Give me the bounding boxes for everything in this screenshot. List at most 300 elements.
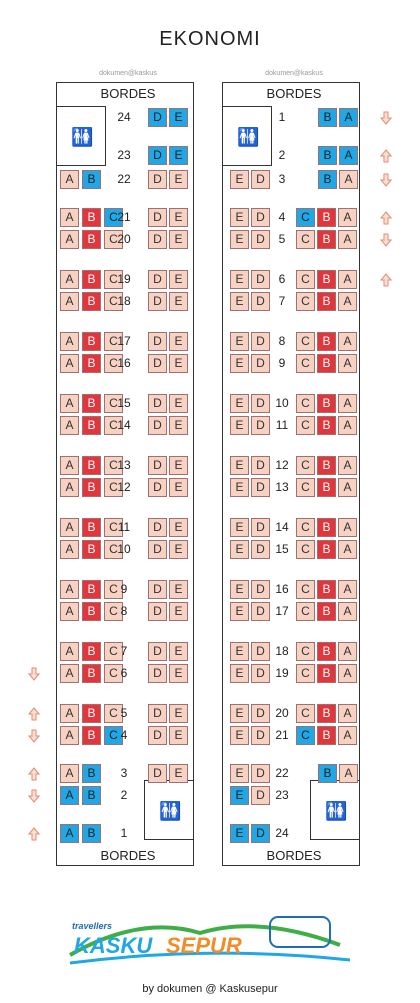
seat-right-10D[interactable]: D (251, 394, 270, 413)
seat-right-8E[interactable]: E (230, 332, 249, 351)
seat-right-15D[interactable]: D (251, 540, 270, 559)
seat-right-21B[interactable]: B (317, 726, 336, 745)
seat-left-23D[interactable]: D (148, 146, 167, 165)
seat-left-15D[interactable]: D (148, 394, 167, 413)
seat-left-14A[interactable]: A (60, 416, 79, 435)
seat-left-16C[interactable]: C (104, 354, 123, 373)
arrow-down-icon (28, 667, 40, 681)
seat-left-9C[interactable]: C (104, 580, 123, 599)
seat-right-7A[interactable]: A (338, 292, 357, 311)
seat-right-11B[interactable]: B (317, 416, 336, 435)
seat-right-1A[interactable]: A (339, 108, 358, 127)
seat-left-6C[interactable]: C (104, 664, 123, 683)
seat-right-10B[interactable]: B (317, 394, 336, 413)
seat-left-14C[interactable]: C (104, 416, 123, 435)
seat-right-3E[interactable]: E (230, 170, 249, 189)
seat-right-20D[interactable]: D (251, 704, 270, 723)
seat-left-12D[interactable]: D (148, 478, 167, 497)
seat-right-7E[interactable]: E (230, 292, 249, 311)
seat-left-19E[interactable]: E (169, 270, 188, 289)
seat-left-3B[interactable]: B (82, 764, 101, 783)
bordes-top-left: BORDES (100, 86, 156, 101)
row-number-right-23: 23 (275, 788, 289, 802)
seat-right-18D[interactable]: D (251, 642, 270, 661)
seat-right-13A[interactable]: A (338, 478, 357, 497)
row-number-left-9: 9 (120, 582, 128, 596)
row-number-right-6: 6 (278, 272, 286, 286)
seat-right-4D[interactable]: D (251, 208, 270, 227)
seat-right-17D[interactable]: D (251, 602, 270, 621)
seat-left-19B[interactable]: B (82, 270, 101, 289)
seat-right-17C[interactable]: C (296, 602, 315, 621)
row-number-left-21: 21 (117, 210, 131, 224)
seat-right-6A[interactable]: A (338, 270, 357, 289)
seat-right-21D[interactable]: D (251, 726, 270, 745)
seat-left-23E[interactable]: E (169, 146, 188, 165)
logo-sepur: SEPUR (166, 933, 242, 958)
seat-left-6D[interactable]: D (148, 664, 167, 683)
seat-left-4A[interactable]: A (60, 726, 79, 745)
seat-left-9D[interactable]: D (148, 580, 167, 599)
seat-right-20E[interactable]: E (230, 704, 249, 723)
seat-left-10C[interactable]: C (104, 540, 123, 559)
seat-left-18B[interactable]: B (82, 292, 101, 311)
seat-left-7C[interactable]: C (104, 642, 123, 661)
seat-left-7E[interactable]: E (169, 642, 188, 661)
seat-right-19C[interactable]: C (296, 664, 315, 683)
seat-right-20A[interactable]: A (338, 704, 357, 723)
seat-left-15E[interactable]: E (169, 394, 188, 413)
row-number-left-16: 16 (117, 356, 131, 370)
seat-left-15C[interactable]: C (104, 394, 123, 413)
seat-right-12A[interactable]: A (338, 456, 357, 475)
seat-right-12E[interactable]: E (230, 456, 249, 475)
row-number-right-20: 20 (275, 706, 289, 720)
seat-right-16D[interactable]: D (251, 580, 270, 599)
seat-left-7B[interactable]: B (82, 642, 101, 661)
seat-left-18D[interactable]: D (148, 292, 167, 311)
seat-left-10B[interactable]: B (82, 540, 101, 559)
seat-right-12D[interactable]: D (251, 456, 270, 475)
seat-left-17E[interactable]: E (169, 332, 188, 351)
watermark-right: dokumen@kaskus (265, 70, 323, 77)
seat-right-5A[interactable]: A (338, 230, 357, 249)
seat-right-14D[interactable]: D (251, 518, 270, 537)
seat-right-16E[interactable]: E (230, 580, 249, 599)
seat-right-20B[interactable]: B (317, 704, 336, 723)
seat-right-22D[interactable]: D (251, 764, 270, 783)
seat-left-14D[interactable]: D (148, 416, 167, 435)
seat-right-22E[interactable]: E (230, 764, 249, 783)
seat-right-22B[interactable]: B (318, 764, 337, 783)
logo-kasku: KASKU (74, 933, 153, 958)
seat-right-3D[interactable]: D (251, 170, 270, 189)
row-number-left-3: 3 (120, 766, 128, 780)
row-number-right-9: 9 (278, 356, 286, 370)
seat-right-7D[interactable]: D (251, 292, 270, 311)
row-number-left-13: 13 (117, 458, 131, 472)
row-number-left-6: 6 (120, 666, 128, 680)
seat-right-11D[interactable]: D (251, 416, 270, 435)
row-number-left-23: 23 (117, 148, 131, 162)
seat-left-20A[interactable]: A (60, 230, 79, 249)
bordes-bottom-left: BORDES (100, 848, 156, 863)
bordes-top-right: BORDES (266, 86, 322, 101)
row-number-left-8: 8 (120, 604, 128, 618)
seat-left-8D[interactable]: D (148, 602, 167, 621)
seat-right-13D[interactable]: D (251, 478, 270, 497)
seat-left-9E[interactable]: E (169, 580, 188, 599)
seat-right-16A[interactable]: A (338, 580, 357, 599)
seat-left-17D[interactable]: D (148, 332, 167, 351)
arrow-down-icon (380, 111, 392, 125)
row-number-left-4: 4 (120, 728, 128, 742)
arrow-up-icon (28, 767, 40, 781)
seat-left-4C[interactable]: C (104, 726, 123, 745)
seat-left-22D[interactable]: D (148, 170, 167, 189)
seat-right-9E[interactable]: E (230, 354, 249, 373)
bordes-bottom-right: BORDES (266, 848, 322, 863)
seat-right-9C[interactable]: C (296, 354, 315, 373)
seat-left-13B[interactable]: B (82, 456, 101, 475)
row-number-left-14: 14 (117, 418, 131, 432)
arrow-up-icon (28, 827, 40, 841)
seat-left-19D[interactable]: D (148, 270, 167, 289)
seat-left-21E[interactable]: E (169, 208, 188, 227)
seat-right-4E[interactable]: E (230, 208, 249, 227)
seat-right-14B[interactable]: B (317, 518, 336, 537)
row-number-right-19: 19 (275, 666, 289, 680)
seat-right-4B[interactable]: B (317, 208, 336, 227)
row-number-right-21: 21 (275, 728, 289, 742)
toilet-left-bottom (144, 780, 194, 840)
row-number-right-11: 11 (275, 418, 289, 432)
seat-left-12A[interactable]: A (60, 478, 79, 497)
seat-right-11A[interactable]: A (338, 416, 357, 435)
seat-left-13E[interactable]: E (169, 456, 188, 475)
seat-left-11D[interactable]: D (148, 518, 167, 537)
seat-right-20C[interactable]: C (296, 704, 315, 723)
seat-left-20B[interactable]: B (82, 230, 101, 249)
seat-left-21A[interactable]: A (60, 208, 79, 227)
seat-left-2A[interactable]: A (60, 786, 79, 805)
seat-left-22E[interactable]: E (169, 170, 188, 189)
arrow-down-icon (28, 789, 40, 803)
arrow-up-icon (380, 149, 392, 163)
seat-left-14B[interactable]: B (82, 416, 101, 435)
seat-left-5D[interactable]: D (148, 704, 167, 723)
row-number-left-7: 7 (120, 644, 128, 658)
seat-left-11A[interactable]: A (60, 518, 79, 537)
seat-right-16B[interactable]: B (317, 580, 336, 599)
seat-left-5B[interactable]: B (82, 704, 101, 723)
row-number-right-18: 18 (275, 644, 289, 658)
watermark-left: dokumen@kaskus (99, 70, 157, 77)
row-number-right-1: 1 (278, 110, 286, 124)
seat-right-4C[interactable]: C (296, 208, 315, 227)
seat-right-14A[interactable]: A (338, 518, 357, 537)
row-number-right-10: 10 (275, 396, 289, 410)
seat-left-6B[interactable]: B (82, 664, 101, 683)
seat-left-9A[interactable]: A (60, 580, 79, 599)
seat-left-16A[interactable]: A (60, 354, 79, 373)
seat-right-6D[interactable]: D (251, 270, 270, 289)
seat-left-11E[interactable]: E (169, 518, 188, 537)
arrow-down-icon (28, 729, 40, 743)
seat-right-1B[interactable]: B (318, 108, 337, 127)
seat-left-1B[interactable]: B (82, 824, 101, 843)
car-right-bottom-line (222, 865, 360, 866)
row-number-left-19: 19 (117, 272, 131, 286)
row-number-right-12: 12 (275, 458, 289, 472)
toilet-left-top (56, 106, 106, 166)
row-number-right-24: 24 (275, 826, 289, 840)
seat-left-9B[interactable]: B (82, 580, 101, 599)
seat-left-16E[interactable]: E (169, 354, 188, 373)
seat-left-4D[interactable]: D (148, 726, 167, 745)
seat-left-12B[interactable]: B (82, 478, 101, 497)
kaskusepur-logo (60, 905, 360, 975)
seat-right-4A[interactable]: A (338, 208, 357, 227)
seat-left-5E[interactable]: E (169, 704, 188, 723)
seat-left-3E[interactable]: E (169, 764, 188, 783)
seat-left-11C[interactable]: C (104, 518, 123, 537)
seat-left-16D[interactable]: D (148, 354, 167, 373)
seat-left-22A[interactable]: A (60, 170, 79, 189)
seat-right-3A[interactable]: A (339, 170, 358, 189)
seat-right-21A[interactable]: A (338, 726, 357, 745)
toilet-icon: 🚻 (71, 127, 94, 147)
seat-left-3D[interactable]: D (148, 764, 167, 783)
car-left-left-wall (56, 82, 57, 866)
car-left-right-wall (193, 82, 194, 866)
seat-right-24E[interactable]: E (230, 824, 249, 843)
seat-right-13B[interactable]: B (317, 478, 336, 497)
seat-right-18B[interactable]: B (317, 642, 336, 661)
row-number-left-5: 5 (120, 706, 128, 720)
seat-right-21E[interactable]: E (230, 726, 249, 745)
seat-right-14E[interactable]: E (230, 518, 249, 537)
row-number-left-24: 24 (117, 110, 131, 124)
page-title: EKONOMI (159, 28, 261, 50)
toilet-icon: 🚻 (159, 801, 182, 821)
seat-left-17B[interactable]: B (82, 332, 101, 351)
seat-right-3B[interactable]: B (318, 170, 337, 189)
toilet-right-bottom (310, 780, 360, 840)
seat-left-24E[interactable]: E (169, 108, 188, 127)
seat-left-18E[interactable]: E (169, 292, 188, 311)
seat-right-8A[interactable]: A (338, 332, 357, 351)
row-number-left-12: 12 (117, 480, 131, 494)
row-number-right-4: 4 (278, 210, 286, 224)
seat-left-19C[interactable]: C (104, 270, 123, 289)
seat-left-18A[interactable]: A (60, 292, 79, 311)
seat-left-8A[interactable]: A (60, 602, 79, 621)
row-number-left-20: 20 (117, 232, 131, 246)
toilet-right-top (222, 106, 272, 166)
seat-left-12C[interactable]: C (104, 478, 123, 497)
seat-left-21B[interactable]: B (82, 208, 101, 227)
seat-right-8C[interactable]: C (296, 332, 315, 351)
seat-right-6E[interactable]: E (230, 270, 249, 289)
seat-right-19B[interactable]: B (317, 664, 336, 683)
seat-right-6C[interactable]: C (296, 270, 315, 289)
seat-left-8E[interactable]: E (169, 602, 188, 621)
row-number-left-2: 2 (120, 788, 128, 802)
seat-right-23D[interactable]: D (251, 786, 270, 805)
seat-right-10C[interactable]: C (296, 394, 315, 413)
arrow-up-icon (28, 707, 40, 721)
seat-right-11E[interactable]: E (230, 416, 249, 435)
arrow-up-icon (380, 273, 392, 287)
row-number-right-17: 17 (275, 604, 289, 618)
seat-left-7D[interactable]: D (148, 642, 167, 661)
seat-right-13C[interactable]: C (296, 478, 315, 497)
seat-right-5E[interactable]: E (230, 230, 249, 249)
seat-left-6E[interactable]: E (169, 664, 188, 683)
seat-right-12B[interactable]: B (317, 456, 336, 475)
seat-left-13A[interactable]: A (60, 456, 79, 475)
seat-right-17E[interactable]: E (230, 602, 249, 621)
row-number-right-22: 22 (275, 766, 289, 780)
seat-left-17C[interactable]: C (104, 332, 123, 351)
seat-right-7C[interactable]: C (296, 292, 315, 311)
seat-left-17A[interactable]: A (60, 332, 79, 351)
row-number-right-13: 13 (275, 480, 289, 494)
seat-right-15C[interactable]: C (296, 540, 315, 559)
seat-left-10E[interactable]: E (169, 540, 188, 559)
seat-left-4B[interactable]: B (82, 726, 101, 745)
seat-left-5C[interactable]: C (104, 704, 123, 723)
row-number-left-22: 22 (117, 172, 131, 186)
seat-right-24D[interactable]: D (251, 824, 270, 843)
row-number-right-14: 14 (275, 520, 289, 534)
row-number-left-11: 11 (117, 520, 131, 534)
logo-travellers: travellers (72, 921, 113, 931)
seat-right-19E[interactable]: E (230, 664, 249, 683)
seat-left-13C[interactable]: C (104, 456, 123, 475)
seat-left-3A[interactable]: A (60, 764, 79, 783)
seat-left-20E[interactable]: E (169, 230, 188, 249)
seat-left-2B[interactable]: B (82, 786, 101, 805)
seat-right-8B[interactable]: B (317, 332, 336, 351)
seat-left-10A[interactable]: A (60, 540, 79, 559)
seat-right-9B[interactable]: B (317, 354, 336, 373)
seat-left-10D[interactable]: D (148, 540, 167, 559)
seat-left-15A[interactable]: A (60, 394, 79, 413)
seat-left-20C[interactable]: C (104, 230, 123, 249)
seat-right-9A[interactable]: A (338, 354, 357, 373)
seat-right-18C[interactable]: C (296, 642, 315, 661)
seat-left-13D[interactable]: D (148, 456, 167, 475)
seat-right-10A[interactable]: A (338, 394, 357, 413)
row-number-right-15: 15 (275, 542, 289, 556)
seat-right-15B[interactable]: B (317, 540, 336, 559)
seat-right-19A[interactable]: A (338, 664, 357, 683)
seat-right-17A[interactable]: A (338, 602, 357, 621)
seat-left-19A[interactable]: A (60, 270, 79, 289)
seat-right-18A[interactable]: A (338, 642, 357, 661)
seat-right-9D[interactable]: D (251, 354, 270, 373)
seat-right-5D[interactable]: D (251, 230, 270, 249)
seat-left-8B[interactable]: B (82, 602, 101, 621)
row-number-left-15: 15 (117, 396, 131, 410)
seat-left-18C[interactable]: C (104, 292, 123, 311)
row-number-left-10: 10 (117, 542, 131, 556)
seat-left-4E[interactable]: E (169, 726, 188, 745)
row-number-right-16: 16 (275, 582, 289, 596)
seat-left-12E[interactable]: E (169, 478, 188, 497)
row-number-left-1: 1 (120, 826, 128, 840)
row-number-right-3: 3 (278, 172, 286, 186)
toilet-icon: 🚻 (237, 127, 260, 147)
car-left-top-line (56, 82, 194, 83)
seat-right-18E[interactable]: E (230, 642, 249, 661)
seat-right-10E[interactable]: E (230, 394, 249, 413)
toilet-icon: 🚻 (325, 801, 348, 821)
seat-right-2A[interactable]: A (339, 146, 358, 165)
seat-left-16B[interactable]: B (82, 354, 101, 373)
seat-left-7A[interactable]: A (60, 642, 79, 661)
seat-left-11B[interactable]: B (82, 518, 101, 537)
car-right-top-line (222, 82, 360, 83)
seat-left-15B[interactable]: B (82, 394, 101, 413)
seat-right-7B[interactable]: B (317, 292, 336, 311)
seat-right-5B[interactable]: B (317, 230, 336, 249)
seat-right-13E[interactable]: E (230, 478, 249, 497)
seat-left-22B[interactable]: B (82, 170, 101, 189)
seat-left-24D[interactable]: D (148, 108, 167, 127)
car-right-right-wall (359, 82, 360, 866)
seat-left-5A[interactable]: A (60, 704, 79, 723)
seat-right-17B[interactable]: B (317, 602, 336, 621)
footer-credit: by dokumen @ Kaskusepur (142, 983, 278, 995)
seat-right-15A[interactable]: A (338, 540, 357, 559)
seat-left-21D[interactable]: D (148, 208, 167, 227)
seat-left-6A[interactable]: A (60, 664, 79, 683)
seat-right-21C[interactable]: C (296, 726, 315, 745)
row-number-right-8: 8 (278, 334, 286, 348)
seat-left-1A[interactable]: A (60, 824, 79, 843)
seat-right-6B[interactable]: B (317, 270, 336, 289)
seat-right-11C[interactable]: C (296, 416, 315, 435)
car-left-bottom-line (56, 865, 194, 866)
arrow-down-icon (380, 233, 392, 247)
seat-right-5C[interactable]: C (296, 230, 315, 249)
seat-right-22A[interactable]: A (339, 764, 358, 783)
seat-left-21C[interactable]: C (104, 208, 123, 227)
seat-left-8C[interactable]: C (104, 602, 123, 621)
arrow-up-icon (380, 211, 392, 225)
seat-right-14C[interactable]: C (296, 518, 315, 537)
arrow-down-icon (380, 173, 392, 187)
seat-right-19D[interactable]: D (251, 664, 270, 683)
seat-left-20D[interactable]: D (148, 230, 167, 249)
seat-right-2B[interactable]: B (318, 146, 337, 165)
row-number-left-17: 17 (117, 334, 131, 348)
row-number-right-7: 7 (278, 294, 286, 308)
seat-right-12C[interactable]: C (296, 456, 315, 475)
row-number-left-18: 18 (117, 294, 131, 308)
seat-right-8D[interactable]: D (251, 332, 270, 351)
seat-right-15E[interactable]: E (230, 540, 249, 559)
row-number-right-5: 5 (278, 232, 286, 246)
row-number-right-2: 2 (278, 148, 286, 162)
seat-left-14E[interactable]: E (169, 416, 188, 435)
seat-right-16C[interactable]: C (296, 580, 315, 599)
seat-right-23E[interactable]: E (230, 786, 249, 805)
car-right-left-wall (222, 82, 223, 866)
